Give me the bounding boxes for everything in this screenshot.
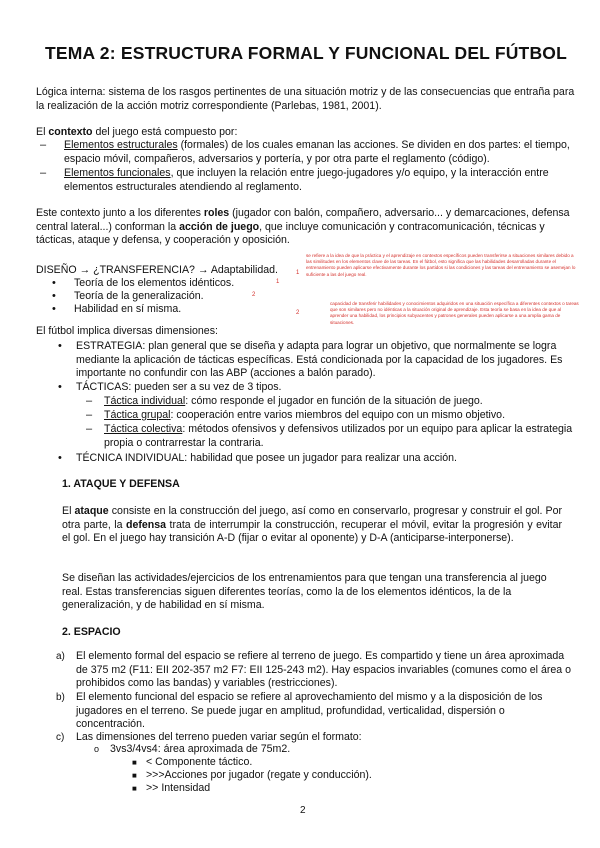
ataque-text-3: trata de interrumpir la construcción, recuperar el móvil, evitar la progresión y evitar el gol. En el juego hay transición A-D (fijar o evitar al oponente) y D-A (anticiparse-interponerse). — [62, 518, 562, 544]
theory-item: Teoría de los elementos idénticos. — [74, 277, 235, 289]
tactica-individual-text: : cómo responde el jugador en función de la situación de juego. — [185, 395, 483, 407]
elementos-funcionales-text: , que incluyen la relación entre juego-jugadores y/o equipo, y la interacción entre elementos estructurales atendiendo al reglamento. — [64, 167, 549, 193]
estrategia-item: ESTRATEGIA: plan general que se diseña y adapta para lograr un objetivo, que normalmente se logra mediante la aplicación de tácticas específicas. Está condicionada por la capacidad de los jugadores. Es importante no confundir con las ABP (acciones a balón parado). — [76, 340, 563, 379]
theory-item: Habilidad en sí misma. — [74, 303, 182, 315]
roles-text-2: (jugador con balón, compañero, adversario... y demarcaciones, defensa central lateral...) conforman la — [36, 207, 570, 233]
roles-term: roles — [203, 207, 230, 219]
accion-de-juego-term: acción de juego — [179, 220, 260, 233]
dash-bullet: – — [40, 167, 47, 179]
dimensiones-intro: El fútbol implica diversas dimensiones: — [36, 325, 218, 337]
note-marker: 1 — [276, 279, 280, 285]
note-marker: 2 — [296, 310, 300, 316]
dash-bullet: – — [86, 423, 93, 435]
tactica-individual-term: Táctica individual — [104, 395, 186, 407]
bullet-dot: • — [52, 303, 56, 315]
square-bullet: ■ — [132, 771, 137, 780]
elementos-estructurales-item — [64, 139, 576, 166]
roles-text-1: Este contexto junto a los diferentes — [36, 207, 204, 219]
espacio-item-a: El elemento formal del espacio se refiere al terreno de juego. Es compartido y tiene un área aproximada de 375 m2 (F11: EII 202-357 m2 F7: EII 125-243 m2). Hay espacios invariables (comunes como el área o prohibidos como las bandas) y variables (restricciones). — [76, 650, 572, 689]
ataque-text-1: El — [62, 505, 75, 517]
contexto-pre: El — [36, 126, 49, 138]
ataque-text-2: consiste en la construcción del juego, así como en conservarlo, progresar y construir el gol. Por otra parte, la — [62, 505, 562, 531]
tacticas-item: TÁCTICAS: pueden ser a su vez de 3 tipos. — [76, 381, 282, 393]
elementos-funcionales-term: Elementos funcionales — [64, 167, 171, 179]
bullet-dot: • — [52, 277, 56, 289]
tactica-colectiva-term: Táctica colectiva — [104, 423, 183, 435]
contexto-term: contexto — [48, 126, 93, 138]
page-number: 2 — [300, 805, 306, 816]
bullet-dot: • — [58, 340, 62, 352]
espacio-item-c: Las dimensiones del terreno pueden variar según el formato: — [76, 731, 362, 743]
elementos-funcionales-item — [64, 167, 576, 194]
item-label: a) — [56, 651, 65, 662]
item-label: c) — [56, 732, 65, 743]
tactica-colectiva-item — [104, 423, 574, 450]
theory-item: Teoría de la generalización. — [74, 290, 204, 302]
bullet-dot: • — [58, 452, 62, 464]
note-marker: 1 — [296, 270, 300, 276]
tactica-grupal-term: Táctica grupal — [104, 409, 171, 421]
espacio-item-b: El elemento funcional del espacio se refiere al aprovechamiento del mismo y a la disposición de los jugadores en el terreno. Se puede jugar en amplitud, profundidad, verticalidad, dispersión o concentración. — [76, 691, 543, 730]
item-label: b) — [56, 692, 65, 703]
ataque-term: ataque — [74, 505, 109, 517]
contexto-intro — [36, 126, 576, 140]
tactica-grupal-text: : cooperación entre varios miembros del equipo con un mismo objetivo. — [170, 409, 506, 421]
disenan-paragraph: Se diseñan las actividades/ejercicios de los entrenamientos para que tengan una transferencia al juego real. Estas transferencias siguen diferentes teorías, como la de los elementos idénticos, la de la generalización, y de habilidad en sí misma. — [62, 572, 547, 611]
square-bullet: ■ — [132, 758, 137, 767]
dash-bullet: – — [86, 395, 93, 407]
page-title: TEMA 2: ESTRUCTURA FORMAL Y FUNCIONAL DEL FÚTBOL — [45, 43, 567, 63]
sub-item: >>>Acciones por jugador (regate y conducción). — [146, 769, 372, 781]
diseno-line: DISEÑO → ¿TRANSFERENCIA? → Adaptabilidad. — [36, 264, 278, 276]
ataque-paragraph — [62, 505, 562, 546]
square-bullet: ■ — [132, 784, 137, 793]
formato-item: 3vs3/4vs4: área aproximada de 75m2. — [110, 743, 291, 755]
contexto-post: del juego está compuesto por: — [92, 126, 238, 138]
defensa-term: defensa — [125, 518, 167, 531]
dash-bullet: – — [40, 139, 47, 151]
section-heading-ataque: 1. ATAQUE Y DEFENSA — [62, 478, 180, 490]
roles-paragraph — [36, 207, 576, 248]
tactica-individual-item — [104, 395, 574, 409]
tecnica-item: TÉCNICA INDIVIDUAL: habilidad que posee un jugador para realizar una acción. — [76, 452, 457, 464]
tactica-grupal-item — [104, 409, 574, 423]
dash-bullet: – — [86, 409, 93, 421]
circle-bullet: o — [94, 744, 100, 754]
roles-text-3: , que incluye comunicación y contracomunicación, técnicas y tácticas, ataque y defensa, y cooperación y oposición. — [36, 220, 545, 246]
note-marker: 2 — [252, 292, 256, 298]
bullet-dot: • — [58, 381, 62, 393]
bullet-dot: • — [52, 290, 56, 302]
elementos-estructurales-text: (formales) de los cuales emanan las acciones. Se dividen en dos partes: el tiempo, espacio móvil, compañeros, adversarios y portería, y por otra parte el reglamento (código). — [64, 139, 570, 165]
margin-note-2: capacidad de transferir habilidades y conocimientos adquiridos en una situación específica a diferentes contextos o tareas que son similares pero no idénticas a la situación original de aprendizaje. Esta teoría se basa en la idea de que al aprender una habilidad, los principios subyacentes y patrones generales pueden aplicarse a una amplia gama de situaciones. — [330, 301, 579, 325]
elementos-estructurales-term: Elementos estructurales — [64, 139, 178, 151]
sub-item: >> Intensidad — [146, 782, 211, 794]
sub-item: < Componente táctico. — [146, 756, 253, 768]
margin-note-1: se refiere a la idea de que la práctica y el aprendizaje en contextos específicos pueden transferirse a situaciones similares debido a las similitudes en los elementos clave de las tareas. En el fútbol, esto significa que las habilidades desarrolladas durante el entrenamiento pueden aplicarse efectivamente durante los partidos si las condiciones y las tareas del entrenamiento se asemejan lo suficiente a las del juego real. — [306, 253, 576, 277]
logica-interna-paragraph: Lógica interna: sistema de los rasgos pertinentes de una situación motriz y de las consecuencias que entraña para la realización de la acción motriz correspondiente (Parlebas, 1981, 2001). — [36, 86, 575, 112]
tactica-colectiva-text: : métodos ofensivos y defensivos utilizados por un equipo para aplicar la estrategia propia o contrarrestar la contraria. — [104, 423, 573, 449]
section-heading-espacio: 2. ESPACIO — [62, 626, 121, 638]
